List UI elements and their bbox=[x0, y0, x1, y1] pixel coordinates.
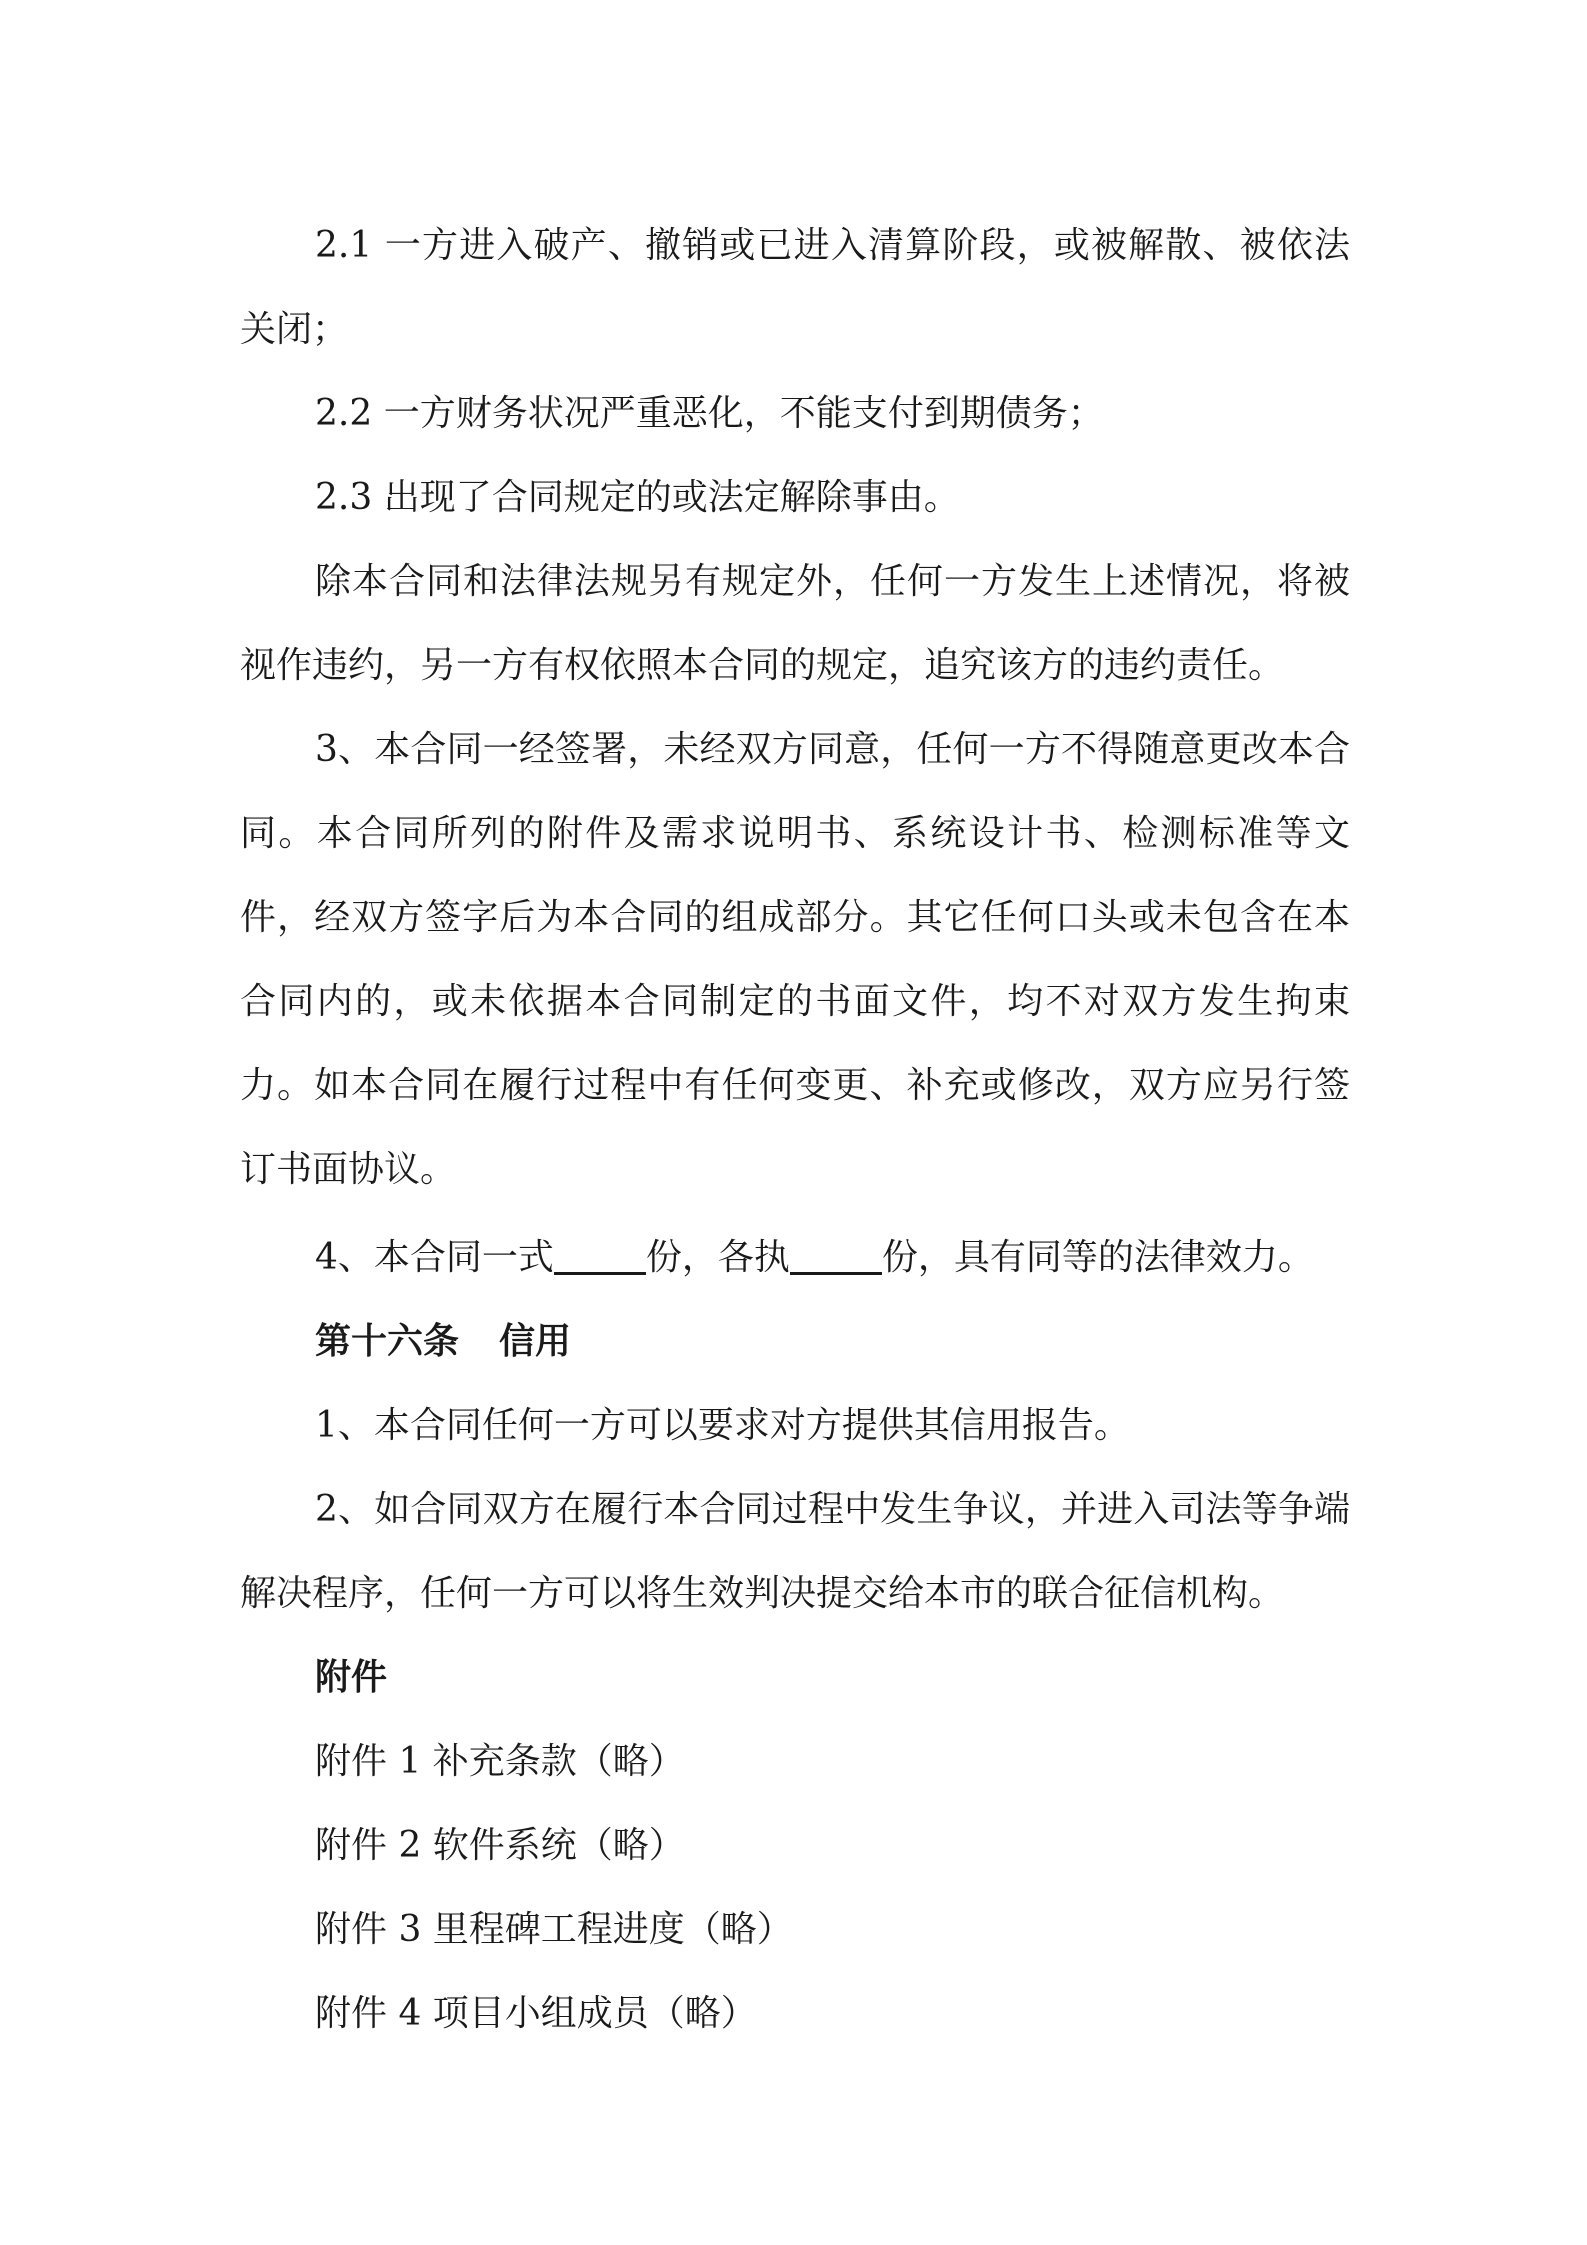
article-16-item-2: 2、如合同双方在履行本合同过程中发生争议，并进入司法等争端解决程序，任何一方可以将生效判决提交给本市的联合征信机构。 bbox=[240, 1489, 1350, 1614]
clause-2-2: 2.2 一方财务状况严重恶化，不能支付到期债务； bbox=[315, 393, 1104, 434]
attachment-item-4: 附件 4 项目小组成员（略） bbox=[315, 1993, 757, 2034]
clause-2-1: 2.1 一方进入破产、撤销或已进入清算阶段，或被解散、被依法关闭； bbox=[240, 225, 1350, 350]
attachment-item-3: 附件 3 里程碑工程进度（略） bbox=[315, 1909, 793, 1950]
clause-4-text-a: 4、本合同一式 bbox=[315, 1237, 554, 1278]
breach-paragraph: 除本合同和法律法规另有规定外，任何一方发生上述情况，将被视作违约，另一方有权依照本合同的规定，追究该方的违约责任。 bbox=[240, 561, 1350, 686]
article-16-heading bbox=[240, 1300, 1350, 1384]
attachments-heading: 附件 bbox=[315, 1657, 388, 1698]
document-body bbox=[240, 204, 1350, 2056]
clause-4-text-c: 份，具有同等的法律效力。 bbox=[881, 1237, 1314, 1278]
clause-3: 3、本合同一经签署，未经双方同意，任何一方不得随意更改本合同。本合同所列的附件及需求说明书、系统设计书、检测标准等文件，经双方签字后为本合同的组成部分。其它任何口头或未包含在本合同内的，或未依据本合同制定的书面文件，均不对双方发生拘束力。如本合同在履行过程中有任何变更、补充或修改，双方应另行签订书面协议。 bbox=[240, 729, 1350, 1190]
clause-4-text-b: 份，各执 bbox=[645, 1237, 790, 1278]
clause-2-3: 2.3 出现了合同规定的或法定解除事由。 bbox=[315, 477, 960, 518]
copies-total-blank[interactable] bbox=[554, 1212, 646, 1275]
clause-4 bbox=[240, 1212, 1350, 1300]
attachment-item-1: 附件 1 补充条款（略） bbox=[315, 1741, 685, 1782]
attachment-item-2: 附件 2 软件系统（略） bbox=[315, 1825, 685, 1866]
copies-each-blank[interactable] bbox=[790, 1212, 882, 1275]
article-16-item-1: 1、本合同任何一方可以要求对方提供其信用报告。 bbox=[315, 1405, 1130, 1446]
article-16-number: 第十六条 bbox=[315, 1321, 460, 1362]
article-16-title: 信用 bbox=[499, 1321, 572, 1362]
